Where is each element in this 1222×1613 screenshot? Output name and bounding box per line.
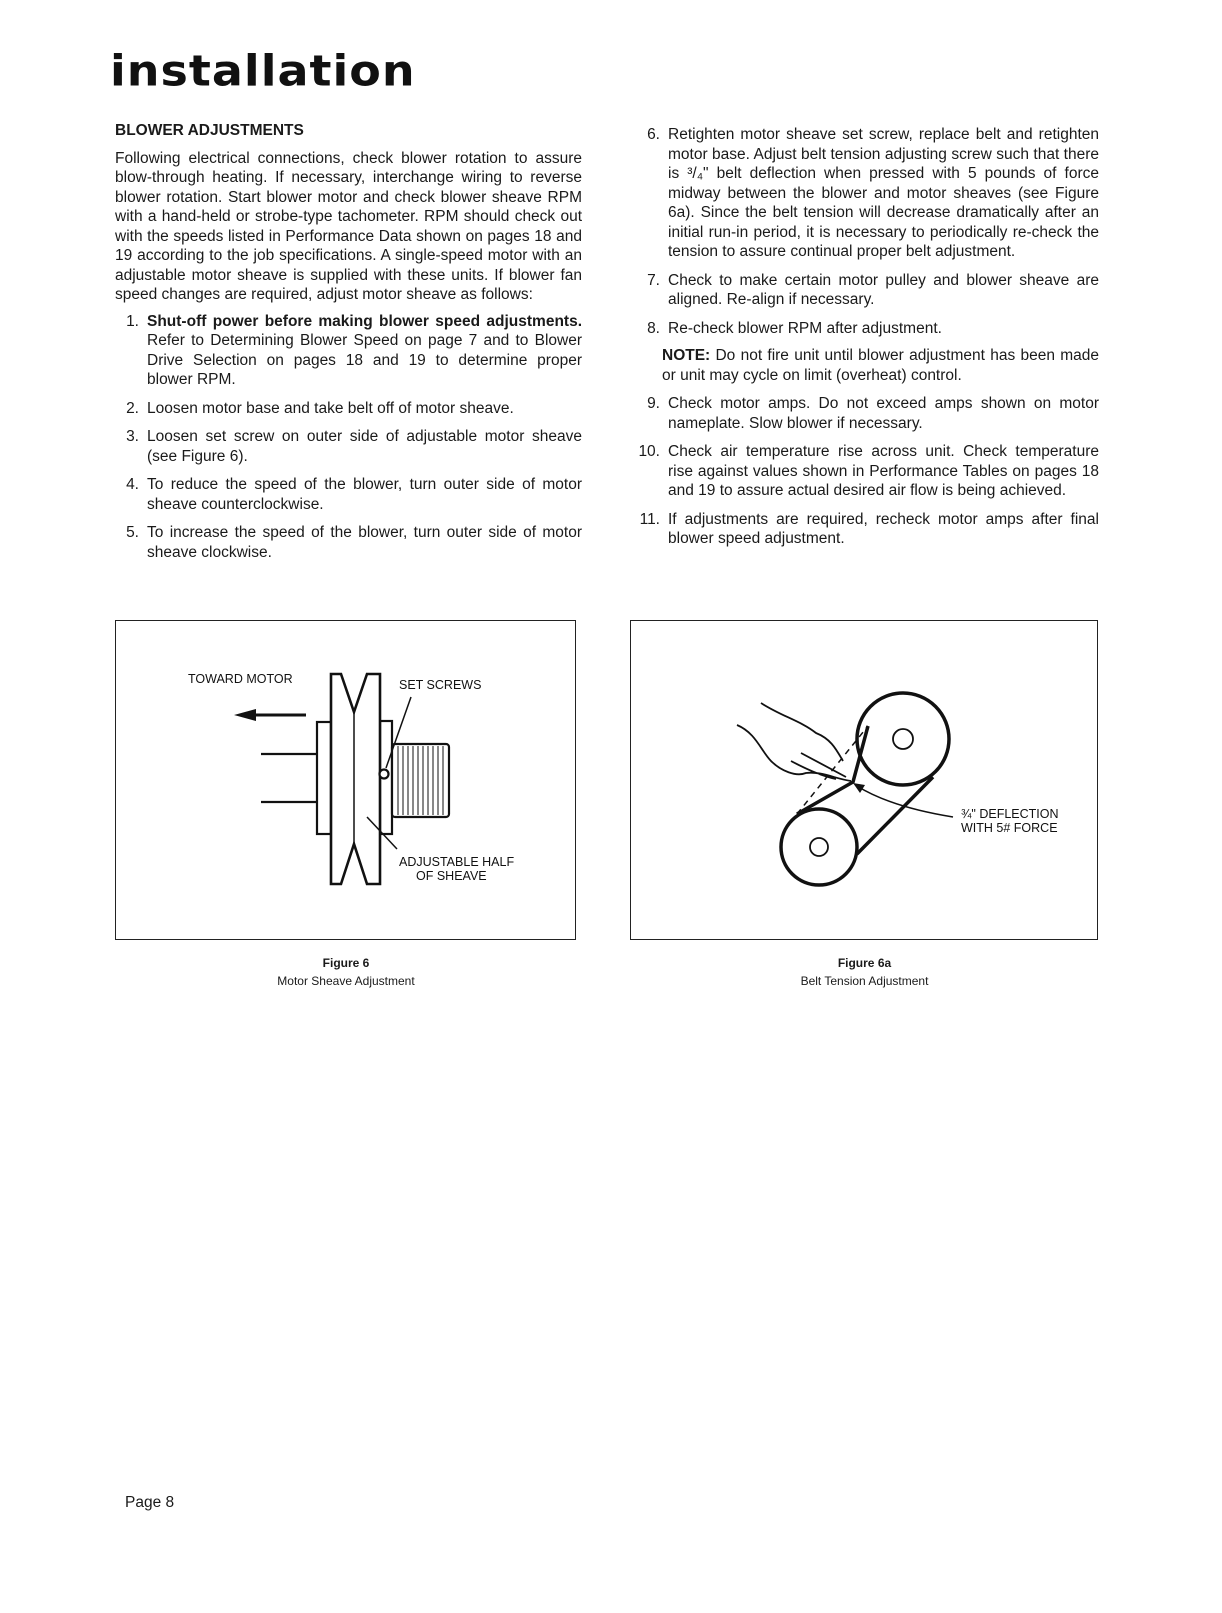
list-item: 11. If adjustments are required, recheck motor amps after final blower speed adjustment. <box>639 510 1099 547</box>
intro-paragraph: Following electrical connections, check blower rotation to assure blow-through heating. If necessary, interchange wiring to reverse blower rotation. Start blower motor and check blower sheave RPM with a hand-held or strobe-type tachometer. RPM should check out with the speeds listed in Performance Data shown on pages 18 and 19 according to the job specifications. A single-speed motor with an adjustable motor sheave is supplied with these units. If blower fan speed changes are required, adjust motor sheave as follows: <box>115 149 582 303</box>
sheave-diagram <box>116 621 575 939</box>
note: NOTE: Do not fire unit until blower adjustment has been made or unit may cycle on limit (overheat) control. <box>662 347 1099 384</box>
warning-text: Shut-off power before making blower speed adjustments. <box>147 312 582 330</box>
sheave-shape <box>331 674 380 884</box>
figure-6a-caption: Figure 6a Belt Tension Adjustment <box>800 956 929 988</box>
deflection-label: ¾" DEFLECTION <box>961 807 1059 821</box>
list-item: 3. Loosen set screw on outer side of adjustable motor sheave (see Figure 6). <box>126 428 582 465</box>
list-item: 10. Check air temperature rise across unit. Check temperature rise against values shown in Performance Tables on pages 18 and 19 to assure actual desired air flow is being achieved. <box>638 443 1099 499</box>
list-item: 5. To increase the speed of the blower, turn outer side of motor sheave clockwise. <box>126 524 582 561</box>
of-sheave-label: OF SHEAVE <box>416 869 487 883</box>
list-item: 8. Re-check blower RPM after adjustment. <box>647 319 942 337</box>
figure-6-motor-sheave <box>115 620 576 940</box>
blower-adjustments-heading: BLOWER ADJUSTMENTS <box>115 122 304 139</box>
list-item: 7. Check to make certain motor pulley and blower sheave are aligned. Re-align if necessary. <box>647 271 1099 308</box>
set-screw-icon <box>380 770 389 779</box>
blower-sheave <box>857 693 949 785</box>
belt-diagram <box>631 621 1097 939</box>
section-title: installation <box>110 46 416 96</box>
force-label: WITH 5# FORCE <box>961 821 1058 835</box>
figure-6-caption: Figure 6 Motor Sheave Adjustment <box>277 956 415 988</box>
adjustable-half-label: ADJUSTABLE HALF <box>399 855 515 869</box>
left-column <box>115 121 582 571</box>
page-number: Page 8 <box>125 1494 175 1511</box>
list-item: 2. Loosen motor base and take belt off of motor sheave. <box>126 399 514 417</box>
list-item: 6. Retighten motor sheave set screw, replace belt and retighten motor base. Adjust belt tension adjusting screw such that there is ³/₄" belt deflection when pressed with 5 pounds of force midway between the blower and motor sheaves (see Figure 6a). Since the belt tension will decrease dramatically after an initial run-in period, it is necessary to periodically re-check the tension to assure continual proper belt adjustment. <box>647 126 1099 260</box>
list-item: 9. Check motor amps. Do not exceed amps shown on motor nameplate. Slow blower if necessary. <box>647 395 1099 432</box>
motor-sheave <box>781 809 857 885</box>
list-item: 4. To reduce the speed of the blower, turn outer side of motor sheave counterclockwise. <box>126 476 582 513</box>
list-item: 1. Shut-off power before making blower speed adjustments. Refer to Determining Blower Speed on page 7 and to Blower Drive Selection on pages 18 and 19 to determine proper blower RPM. <box>126 312 582 388</box>
set-screws-label: SET SCREWS <box>399 678 482 692</box>
right-column <box>638 125 1099 558</box>
figure-6a-belt-tension <box>630 620 1098 940</box>
toward-motor-label: TOWARD MOTOR <box>188 672 293 686</box>
